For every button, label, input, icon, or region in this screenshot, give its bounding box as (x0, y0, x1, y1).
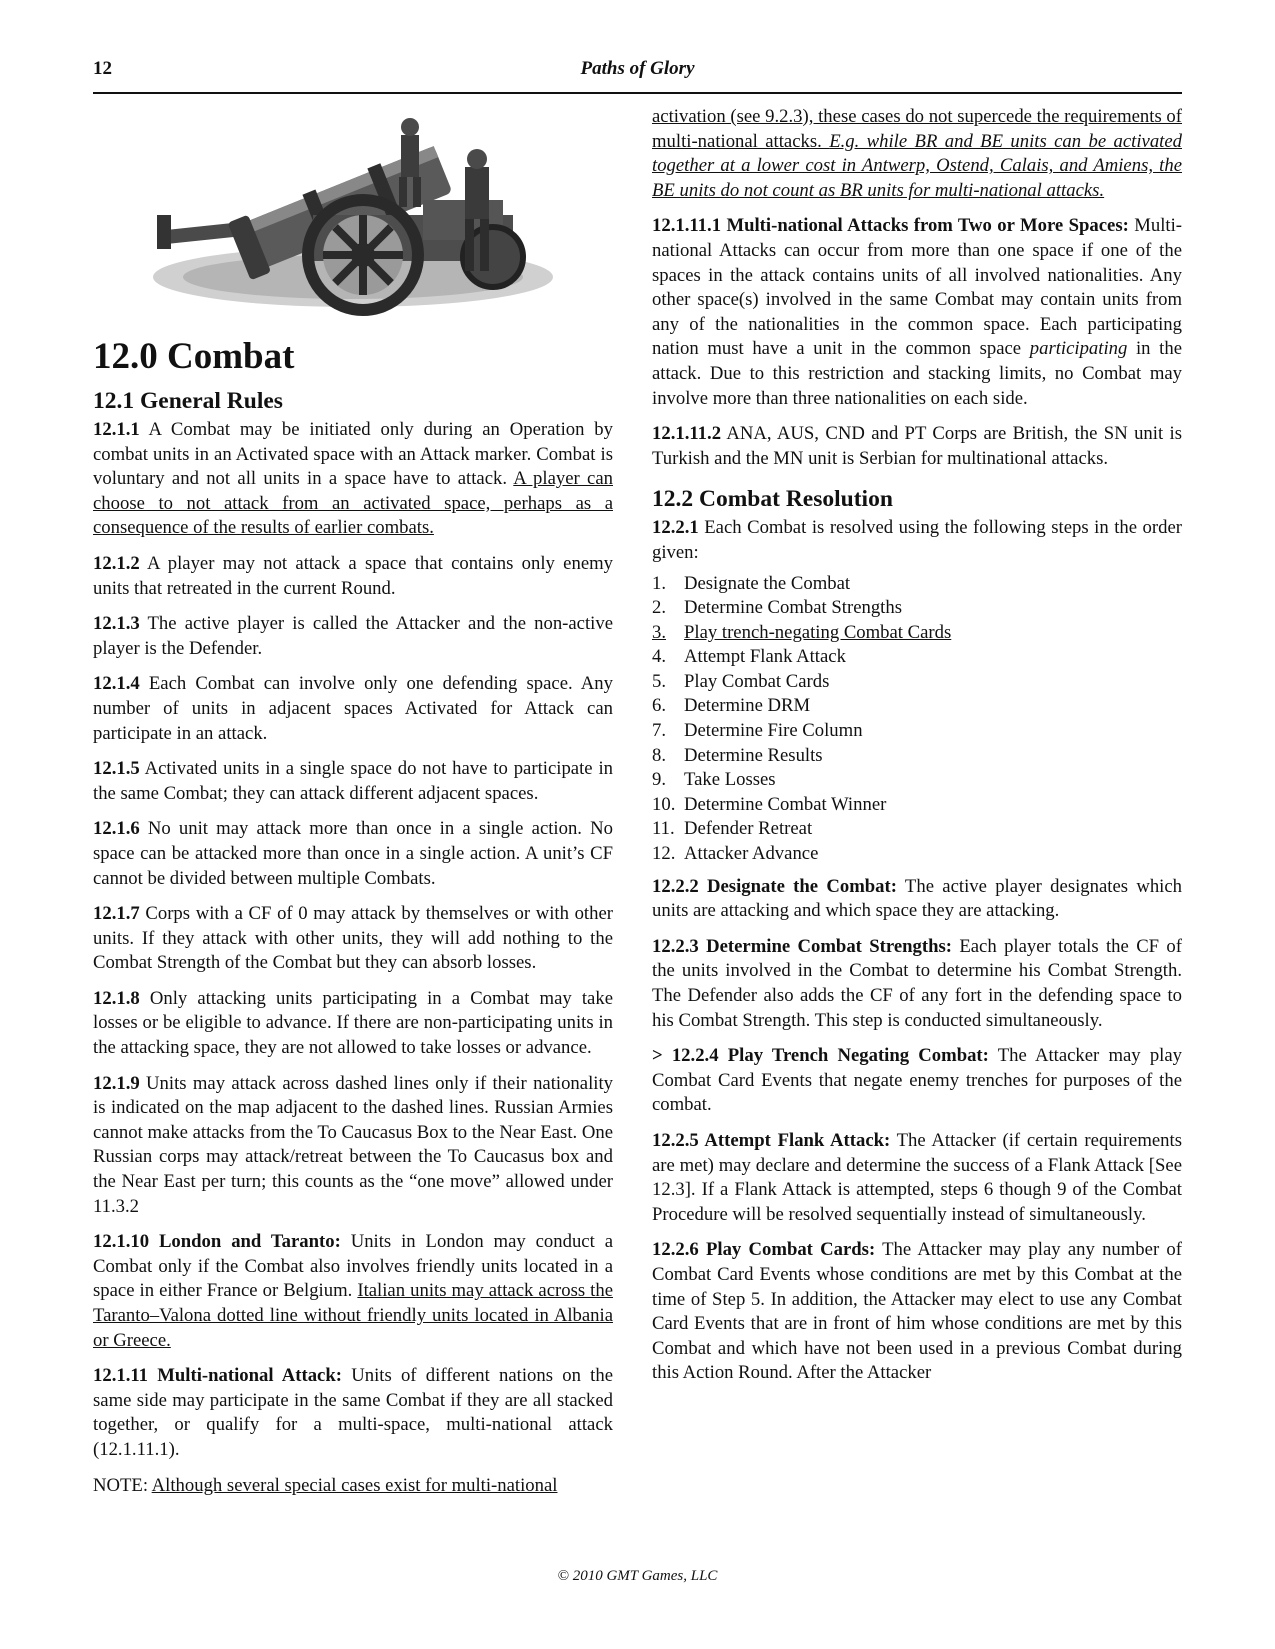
rule-12-1-2: 12.1.2 A player may not attack a space that contains only enemy units that retreated in the current Round. (93, 552, 613, 599)
combat-steps-list (652, 572, 1182, 867)
right-column (652, 105, 1182, 1397)
rule-12-1-9: 12.1.9 Units may attack across dashed lines only if their nationality is indicated on the map adjacent to the dashed lines. Russian Armies cannot make attacks from the To Caucasus Box to the Near East. One Russian corps may attack/retreat between the To Caucasus box and the Near East per turn; this counts as the “one move” allowed under 11.3.2 (93, 1072, 613, 1217)
rule-12-1-3: 12.1.3 The active player is called the Attacker and the non-active player is the Defender. (93, 613, 613, 659)
rule-12-1-7: 12.1.7 Corps with a CF of 0 may attack by themselves or with other units. If they attack with other units, they will add nothing to the Combat Strength of the Combat but they can absorb losses. (93, 903, 613, 974)
rule-12-1-10: 12.1.10 London and Taranto: Units in London may conduct a Combat only if the Combat also involves friendly units located in a space in either France or Belgium. Italian units may attack across the Taranto–Valona dotted line without friendly units located in Albania or Greece. (93, 1231, 613, 1351)
list-item: 1. Designate the Combat (652, 572, 851, 594)
rule-12-1-8: 12.1.8 Only attacking units participating in a Combat may take losses or be eligible to advance. If there are non-participating units in the attacking space, they are not allowed to take losses or advance. (93, 987, 613, 1059)
list-item: 10. Determine Combat Winner (652, 793, 887, 815)
subsection-heading-general-rules: 12.1 General Rules (93, 388, 283, 414)
subsection-heading-combat-resolution: 12.2 Combat Resolution (652, 486, 893, 513)
rule-12-2-5: 12.2.5 Attempt Flank Attack: The Attacker (if certain requirements are met) may declare and determine the success of a Flank Attack [See 12.3]. If a Flank Attack is attempted, steps 6 though 9 of the Combat Procedure will be resolved sequentially instead of simultaneously. (652, 1129, 1182, 1225)
list-item: 6. Determine DRM (652, 695, 811, 717)
list-item: 8. Determine Results (652, 744, 823, 766)
rule-12-1-1: 12.1.1 A Combat may be initiated only during an Operation by combat units in an Activated space with an Attack marker. Combat is voluntary and not all units in a space have to attack. A player can choose to not attack from an activated space, perhaps as a consequence of the results of earlier combats. (93, 419, 613, 539)
rule-12-1-11-1: 12.1.11.1 Multi-national Attacks from Two or More Spaces: Multi-national Attacks can occur from more than one space if one of the spaces in the attack contains units of all involved nationalities. Any other space(s) involved in the same Combat may contain units from any of the nationalities in the common space. Each participating nation must have a unit in the common space participating in the attack. Due to this restriction and stacking limits, no Combat may involve more than three nationalities on each side. (652, 215, 1182, 409)
left-column (93, 105, 613, 1509)
page-number: 12 (93, 58, 112, 79)
list-item: 7. Determine Fire Column (652, 720, 863, 742)
copyright-footer: © 2010 GMT Games, LLC (557, 1568, 718, 1584)
rule-12-1-5: 12.1.5 Activated units in a single space do not have to participate in the same Combat; they can attack different adjacent spaces. (93, 758, 613, 804)
list-item: 4. Attempt Flank Attack (652, 646, 846, 668)
list-item: 2. Determine Combat Strengths (652, 597, 902, 619)
rule-12-2-1: 12.2.1 Each Combat is resolved using the following steps in the order given: (652, 517, 1182, 563)
howitzer-illustration (93, 105, 613, 325)
list-item: 12. Attacker Advance (652, 843, 819, 865)
list-item: 3. Play trench-negating Combat Cards (652, 621, 952, 643)
note-continuation: activation (see 9.2.3), these cases do not supercede the requirements of multi-national attacks. E.g. while BR and BE units can be activated together at a lower cost in Antwerp, Ostend, Calais, and Amiens, the BE units do not count as BR units for multi-national attacks. (652, 106, 1182, 201)
header-rule (93, 92, 1182, 94)
list-item: 5. Play Combat Cards (652, 670, 830, 692)
list-item: 11. Defender Retreat (652, 818, 813, 840)
rule-12-1-11-2: 12.1.11.2 ANA, AUS, CND and PT Corps are British, the SN unit is Turkish and the MN unit is Serbian for multinational attacks. (652, 423, 1182, 469)
rule-12-2-3: 12.2.3 Determine Combat Strengths: Each player totals the CF of the units involved in the Combat to determine his Combat Strength. The Defender also adds the CF of any fort in the defending space to his Combat Strength. This step is conducted simultaneously. (652, 935, 1182, 1031)
rule-12-1-4: 12.1.4 Each Combat can involve only one defending space. Any number of units in adjacent spaces Activated for Attack can participate in an attack. (93, 673, 613, 744)
rule-12-2-2: 12.2.2 Designate the Combat: The active player designates which units are attacking and which space they are attacking. (652, 875, 1182, 922)
section-heading-combat: 12.0 Combat (93, 336, 295, 377)
running-title: Paths of Glory (580, 58, 695, 79)
rule-12-1-6: 12.1.6 No unit may attack more than once in a single action. No space can be attacked more than once in a single action. A unit’s CF cannot be divided between multiple Combats. (93, 818, 613, 889)
list-item: 9. Take Losses (652, 769, 776, 791)
note-multinational: NOTE: Although several special cases exist for multi-national (93, 1474, 558, 1496)
rule-12-2-6: 12.2.6 Play Combat Cards: The Attacker may play any number of Combat Card Events whose conditions are met by this Combat at the time of Step 5. In addition, the Attacker may elect to use any Combat Card Events that are in front of him whose conditions are met by this Combat and which have not been used in a previous Combat during this Action Round. After the Attacker (652, 1239, 1182, 1384)
rule-12-1-11: 12.1.11 Multi-national Attack: Units of different nations on the same side may participate in the same Combat if they are all stacked together, or qualify for a multi-space, multi-national attack (12.1.11.1). (93, 1365, 614, 1460)
rule-12-2-4: > 12.2.4 Play Trench Negating Combat: The Attacker may play Combat Card Events that negate enemy trenches for purposes of the combat. (652, 1045, 1182, 1116)
